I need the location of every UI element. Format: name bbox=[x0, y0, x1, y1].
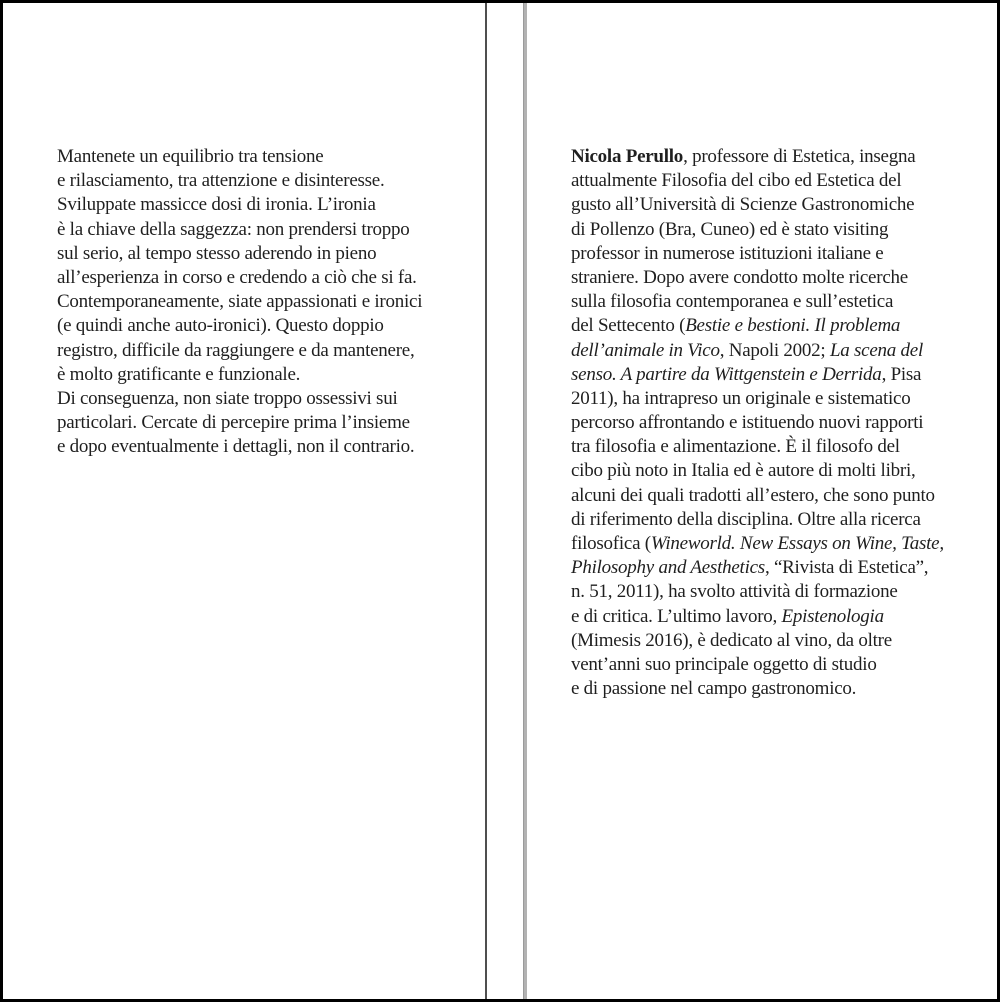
text-segment-regular: , professore di Estetica, insegna bbox=[683, 146, 916, 167]
text-line bbox=[571, 580, 991, 604]
text-line bbox=[571, 290, 991, 314]
text-segment-regular: gusto all’Università di Scienze Gastronomiche bbox=[571, 194, 915, 216]
text-segment-regular: sulla filosofia contemporanea e sull’estetica bbox=[571, 291, 894, 313]
text-line bbox=[571, 605, 991, 629]
text-line: Di conseguenza, non siate troppo ossessivi sui bbox=[57, 387, 398, 409]
text-line: Contemporaneamente, siate appassionati e ironici bbox=[57, 291, 423, 313]
text-line bbox=[571, 314, 991, 338]
text-segment-italic: senso. A partire da Wittgenstein e Derrida bbox=[571, 363, 882, 385]
text-line bbox=[571, 339, 991, 363]
text-line bbox=[571, 484, 991, 508]
text-segment-regular: (Mimesis 2016), è dedicato al vino, da oltre bbox=[571, 629, 892, 651]
text-line bbox=[571, 653, 991, 677]
text-line: all’esperienza in corso e credendo a ciò che si fa. bbox=[57, 266, 417, 288]
text-line: particolari. Cercate di percepire prima l’insieme bbox=[57, 412, 410, 434]
text-segment-regular: cibo più noto in Italia ed è autore di molti libri, bbox=[571, 460, 916, 482]
right-page-text bbox=[571, 145, 991, 701]
text-line: Mantenete un equilibrio tra tensione bbox=[57, 146, 324, 167]
text-segment-regular: del Settecento ( bbox=[571, 315, 686, 337]
text-line bbox=[571, 169, 991, 193]
text-segment-italic: dell’animale in Vico bbox=[571, 339, 720, 361]
text-line bbox=[571, 266, 991, 290]
text-line bbox=[571, 145, 991, 169]
text-line: sul serio, al tempo stesso aderendo in pieno bbox=[57, 242, 377, 264]
text-segment-regular: , “Rivista di Estetica”, bbox=[764, 557, 929, 579]
text-segment-regular: professor in numerose istituzioni italiane e bbox=[571, 242, 884, 264]
text-line bbox=[571, 629, 991, 653]
text-segment-italic: Wineworld. New Essays on Wine, Taste, bbox=[650, 533, 944, 554]
text-segment-regular: n. 51, 2011), ha svolto attività di formazione bbox=[571, 581, 898, 603]
text-segment-regular: percorso affrontando e istituendo nuovi rapporti bbox=[571, 412, 924, 434]
text-segment-regular: e di passione nel campo gastronomico. bbox=[571, 678, 857, 700]
text-segment-regular: vent’anni suo principale oggetto di studio bbox=[571, 653, 877, 675]
text-line bbox=[571, 556, 991, 580]
text-line bbox=[571, 193, 991, 217]
text-segment-italic: Bestie e bestioni. Il problema bbox=[685, 315, 901, 337]
text-line bbox=[571, 677, 991, 701]
text-segment-regular: e di critica. L’ultimo lavoro, bbox=[571, 605, 782, 627]
text-line: registro, difficile da raggiungere e da mantenere, bbox=[57, 339, 415, 361]
text-line bbox=[571, 411, 991, 435]
left-page bbox=[0, 0, 485, 1002]
text-line bbox=[571, 532, 991, 556]
text-line: Sviluppate massicce dosi di ironia. L’ironia bbox=[57, 194, 376, 216]
text-line: e rilasciamento, tra attenzione e disinteresse. bbox=[57, 170, 385, 192]
text-line bbox=[571, 242, 991, 266]
text-segment-regular: alcuni dei quali tradotti all’estero, che sono punto bbox=[571, 484, 935, 506]
text-segment-regular: 2011), ha intrapreso un originale e sistematico bbox=[571, 387, 911, 409]
text-line: e dopo eventualmente i dettagli, non il contrario. bbox=[57, 436, 415, 458]
text-segment-regular: filosofica ( bbox=[571, 533, 651, 554]
text-segment-regular: , Napoli 2002; bbox=[719, 339, 830, 361]
text-segment-regular: straniere. Dopo avere condotto molte ricerche bbox=[571, 266, 908, 288]
text-segment-bold: Nicola Perullo bbox=[571, 146, 684, 167]
text-segment-regular: di Pollenzo (Bra, Cuneo) ed è stato visiting bbox=[571, 218, 889, 240]
text-line bbox=[571, 218, 991, 242]
right-page bbox=[527, 0, 1000, 1002]
text-line: (e quindi anche auto-ironici). Questo doppio bbox=[57, 315, 384, 337]
left-page-edge-line bbox=[485, 0, 487, 1002]
text-line bbox=[571, 435, 991, 459]
text-segment-italic: Philosophy and Aesthetics bbox=[571, 557, 765, 579]
text-line bbox=[571, 363, 991, 387]
text-segment-italic: La scena del bbox=[829, 339, 924, 361]
text-line bbox=[571, 459, 991, 483]
left-page-text bbox=[57, 145, 477, 459]
text-line bbox=[571, 508, 991, 532]
text-segment-regular: tra filosofia e alimentazione. È il filosofo del bbox=[571, 436, 900, 458]
text-line: è la chiave della saggezza: non prendersi troppo bbox=[57, 218, 410, 240]
text-line: è molto gratificante e funzionale. bbox=[57, 363, 301, 385]
text-segment-regular: di riferimento della disciplina. Oltre alla ricerca bbox=[571, 508, 921, 530]
text-segment-italic: Epistenologia bbox=[781, 605, 884, 627]
text-segment-regular: attualmente Filosofia del cibo ed Estetica del bbox=[571, 170, 902, 192]
text-segment-regular: , Pisa bbox=[881, 363, 922, 385]
text-line bbox=[571, 387, 991, 411]
